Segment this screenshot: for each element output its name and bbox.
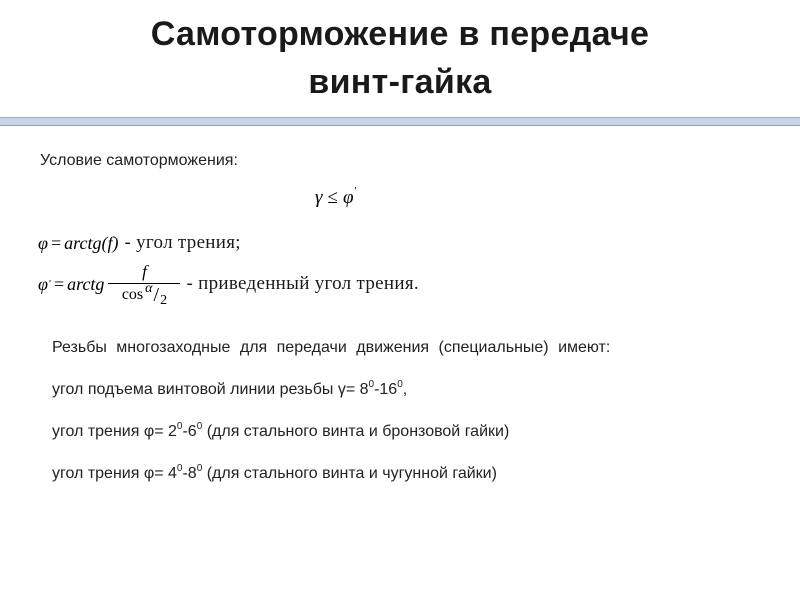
slash-symbol: / (153, 284, 160, 306)
condition-label: Условие самоторможения: (40, 152, 238, 169)
arctg-function: arctg (67, 273, 105, 294)
friction-angle-formula (38, 232, 241, 254)
text-line: угол трения $\varphi= 2^0-6^0$ (для стального винта и бронзовой гайки) (52, 421, 510, 440)
gamma-symbol: γ (315, 187, 323, 208)
phi-symbol: φ (342, 187, 354, 208)
thread-parameters-text (52, 340, 610, 503)
half-alpha (145, 281, 168, 308)
slide-title-line-1: Самоторможение в передаче (150, 15, 650, 53)
cos-function: cos (121, 286, 144, 303)
text-line: угол трения $\varphi= 4^0-8^0$ (для стального винта и чугунной гайки) (52, 463, 497, 482)
equals-sign: = (50, 232, 62, 253)
reduced-friction-angle-formula (38, 262, 419, 306)
friction-coefficient-argument: (f) (101, 232, 119, 253)
text-line: угол подъема винтовой линии резьбы $\gamma= 8^0-16^0$, (52, 379, 408, 398)
phi-symbol: φ (38, 232, 48, 253)
self-locking-condition-formula (315, 185, 356, 209)
fraction-denominator (121, 281, 168, 308)
prime-mark: ' (354, 185, 357, 197)
reduced-friction-angle-description: - приведенный угол трения. (186, 273, 419, 294)
fraction (108, 262, 180, 306)
fraction-numerator: f (142, 262, 147, 281)
phi-symbol: φ (38, 273, 48, 294)
slide-title (0, 10, 800, 106)
two-digit: 2 (160, 293, 168, 308)
prime-mark: ' (48, 278, 51, 290)
arctg-function: arctg (64, 232, 102, 253)
less-or-equal-symbol: ≤ (327, 187, 338, 208)
friction-angle-description: - угол трения; (124, 232, 241, 253)
slide-title-line-2: винт-гайка (308, 63, 492, 101)
text-line: Резьбы многозаходные для передачи движения (специальные) имеют: (52, 339, 611, 356)
alpha-symbol: α (145, 281, 153, 296)
title-divider (0, 117, 800, 126)
equals-sign: = (53, 273, 65, 294)
